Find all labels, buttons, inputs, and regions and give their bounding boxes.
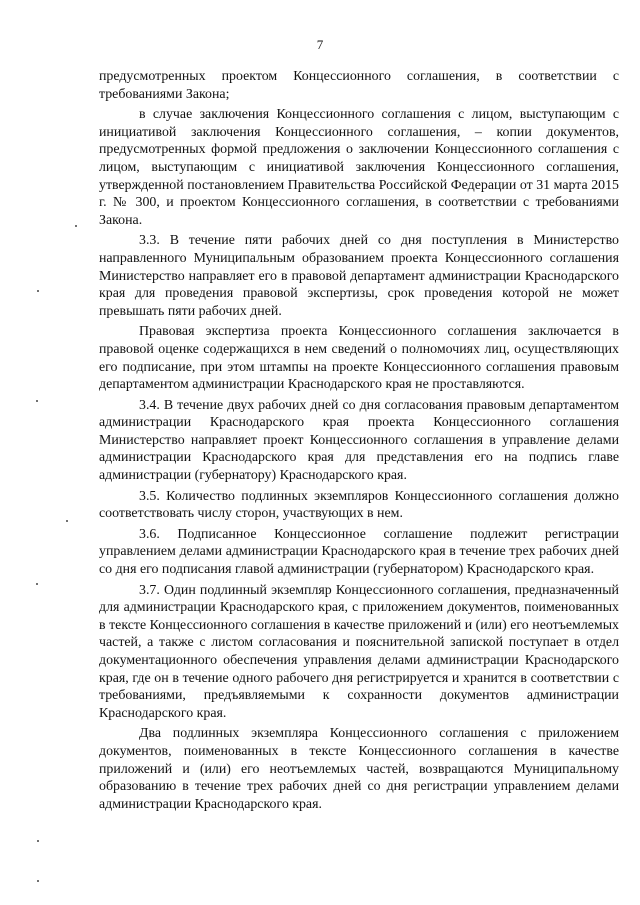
paragraph-3-5: 3.5. Количество подлинных экземпляров Концессионного соглашения должно соответствовать числу сторон, участвующих в нем. [99, 488, 619, 522]
paragraph-continuation: предусмотренных проектом Концессионного соглашения, в соответствии с требованиями Закона; [99, 69, 619, 102]
paragraph-3-7: 3.7. Один подлинный экземпляр Концессионного соглашения, предназначенный для администрации Краснодарского края, с приложением документов, поименованных в тексте Концессионного соглашения в качестве приложений и (или) его неотъемлемых частей, а также с листом согласования и пояснительной запиской поступает в отдел документационного обеспечения управления делами администрации Краснодарского края, где он в течение одного рабочего дня регистрируется и хранится в соответствии с требованиями, предъявляемыми к сохранности документов администрации Краснодарского края. [99, 582, 619, 721]
page-number: 7 [316, 37, 324, 52]
document-body [99, 68, 619, 816]
scan-mark [37, 880, 39, 882]
scan-mark [75, 225, 77, 227]
scan-mark [37, 840, 39, 842]
paragraph-legal-expertise: Правовая экспертиза проекта Концессионного соглашения заключается в правовой оценке содержащихся в нем сведений о полномочиях лиц, осуществляющих его подписание, при этом штампы на проекте Концессионного соглашения правовым департаментом администрации Краснодарского края не проставляются. [99, 324, 619, 393]
scan-mark [66, 520, 68, 522]
paragraph-3-6: 3.6. Подписанное Концессионное соглашение подлежит регистрации управлением делами администрации Краснодарского края в течение трех рабочих дней со дня его подписания главой администрации (губернатором) Краснодарского края. [99, 526, 619, 578]
scan-mark [36, 583, 38, 585]
paragraph-3-3: 3.3. В течение пяти рабочих дней со дня поступления в Министерство направленного Муниципальным образованием проекта Концессионного соглашения Министерство направляет его в правовой департамент администрации Краснодарского края для проведения правовой экспертизы, срок проведения которой не может превышать пяти рабочих дней. [99, 233, 619, 319]
paragraph-initiative-case: в случае заключения Концессионного соглашения с лицом, выступающим с инициативой заключения Концессионного соглашения, – копии документов, предусмотренных формой предложения о заключении Концессионного соглашения с лицом, выступающим с инициативой заключения Концессионного соглашения, утвержденной постановлением Правительства Российской Федерации от 31 марта 2015 г. № 300, и проектом Концессионного соглашения, в соответствии с требованиями Закона. [99, 107, 619, 228]
paragraph-two-copies: Два подлинных экземпляра Концессионного соглашения с приложением документов, поименованных в тексте Концессионного соглашения в качестве приложений и (или) его неотъемлемых частей, возвращаются Муниципальному образованию в течение трех рабочих дней со дня регистрации управлением делами администрации Краснодарского края. [99, 726, 619, 812]
scan-mark [36, 400, 38, 402]
scan-mark [37, 290, 39, 292]
paragraph-3-4: 3.4. В течение двух рабочих дней со дня согласования правовым департаментом администрации Краснодарского края проекта Концессионного соглашения Министерство направляет проект Концессионного соглашения в управление делами администрации Краснодарского края для представления его на подпись главе администрации (губернатору) Краснодарского края. [99, 397, 619, 484]
